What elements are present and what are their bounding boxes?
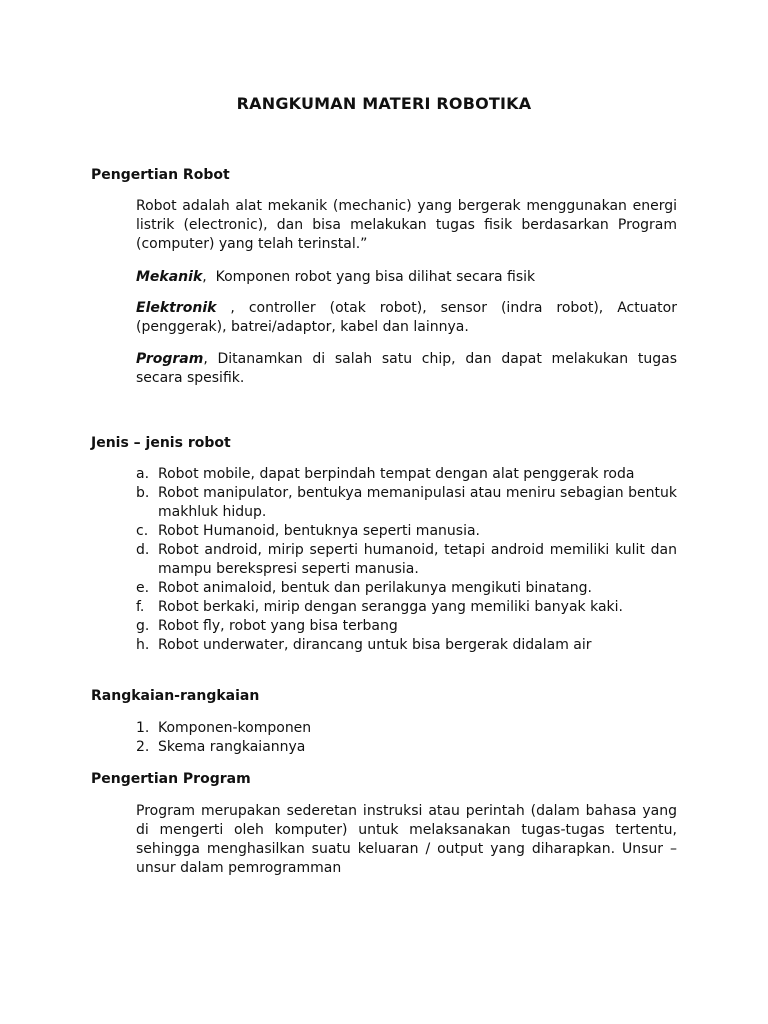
list-item <box>136 598 677 617</box>
paragraph-program-definition: Program merupakan sederetan instruksi atau perintah (dalam bahasa yang di mengerti oleh komputer) untuk melaksanakan tugas-tugas tertentu, sehingga menghasilkan suatu keluaran / output yang diharapkan. Unsur – unsur dalam pemrogramman <box>136 803 677 876</box>
list-marker: d. <box>136 542 150 558</box>
paragraph-program <box>136 350 677 388</box>
list-marker: f. <box>136 599 145 615</box>
list-item-text: Robot fly, robot yang bisa terbang <box>158 618 398 634</box>
list-rangkaian <box>136 719 677 757</box>
list-item <box>136 522 677 541</box>
list-marker: e. <box>136 580 150 596</box>
list-item-text: Robot manipulator, bentukya memanipulasi atau meniru sebagian bentuk makhluk hidup. <box>158 485 677 520</box>
list-item <box>136 719 677 738</box>
list-marker: 2. <box>136 739 150 755</box>
list-item <box>136 541 677 579</box>
list-item-text: Robot android, mirip seperti humanoid, tetapi android memiliki kulit dan mampu berekspresi seperti manusia. <box>158 542 677 577</box>
list-jenis-robot <box>136 465 677 655</box>
list-item <box>136 465 677 484</box>
heading-jenis-robot: Jenis – jenis robot <box>91 435 231 451</box>
list-marker: b. <box>136 485 150 501</box>
list-item-text: Robot mobile, dapat berpindah tempat dengan alat penggerak roda <box>158 466 635 482</box>
list-item-text: Robot berkaki, mirip dengan serangga yang memiliki banyak kaki. <box>158 599 623 615</box>
document-title: RANGKUMAN MATERI ROBOTIKA <box>236 94 532 113</box>
text-program: , Ditanamkan di salah satu chip, dan dapat melakukan tugas secara spesifik. <box>136 351 677 386</box>
heading-pengertian-program: Pengertian Program <box>91 771 251 787</box>
heading-pengertian-robot: Pengertian Robot <box>91 167 230 183</box>
list-marker: c. <box>136 523 149 539</box>
text-elektronik: , controller (otak robot), sensor (indra robot), Actuator (penggerak), batrei/adaptor, kabel dan lainnya. <box>136 300 677 335</box>
list-item <box>136 617 677 636</box>
list-item-text: Robot underwater, dirancang untuk bisa bergerak didalam air <box>158 637 592 653</box>
list-item <box>136 484 677 522</box>
list-item-text: Robot animaloid, bentuk dan perilakunya mengikuti binatang. <box>158 580 592 596</box>
list-marker: 1. <box>136 720 150 736</box>
term-mekanik: Mekanik <box>136 269 203 285</box>
term-elektronik: Elektronik <box>136 300 217 316</box>
text-mekanik: , Komponen robot yang bisa dilihat secara fisik <box>202 269 536 285</box>
list-item-text: Robot Humanoid, bentuknya seperti manusia. <box>158 523 480 539</box>
paragraph-robot-definition: Robot adalah alat mekanik (mechanic) yang bergerak menggunakan energi listrik (electronic), dan bisa melakukan tugas fisik berdasarkan Program (computer) yang telah terinstal.” <box>136 198 677 252</box>
list-item-text: Komponen-komponen <box>158 720 312 736</box>
term-program: Program <box>136 351 204 367</box>
list-marker: g. <box>136 618 150 634</box>
list-item <box>136 579 677 598</box>
heading-rangkaian: Rangkaian-rangkaian <box>91 688 260 704</box>
paragraph-elektronik <box>136 299 677 337</box>
list-item <box>136 636 677 655</box>
list-item-text: Skema rangkaiannya <box>158 739 306 755</box>
list-marker: a. <box>136 466 150 482</box>
paragraph-mekanik <box>136 268 677 287</box>
list-marker: h. <box>136 637 150 653</box>
list-item <box>136 738 677 757</box>
